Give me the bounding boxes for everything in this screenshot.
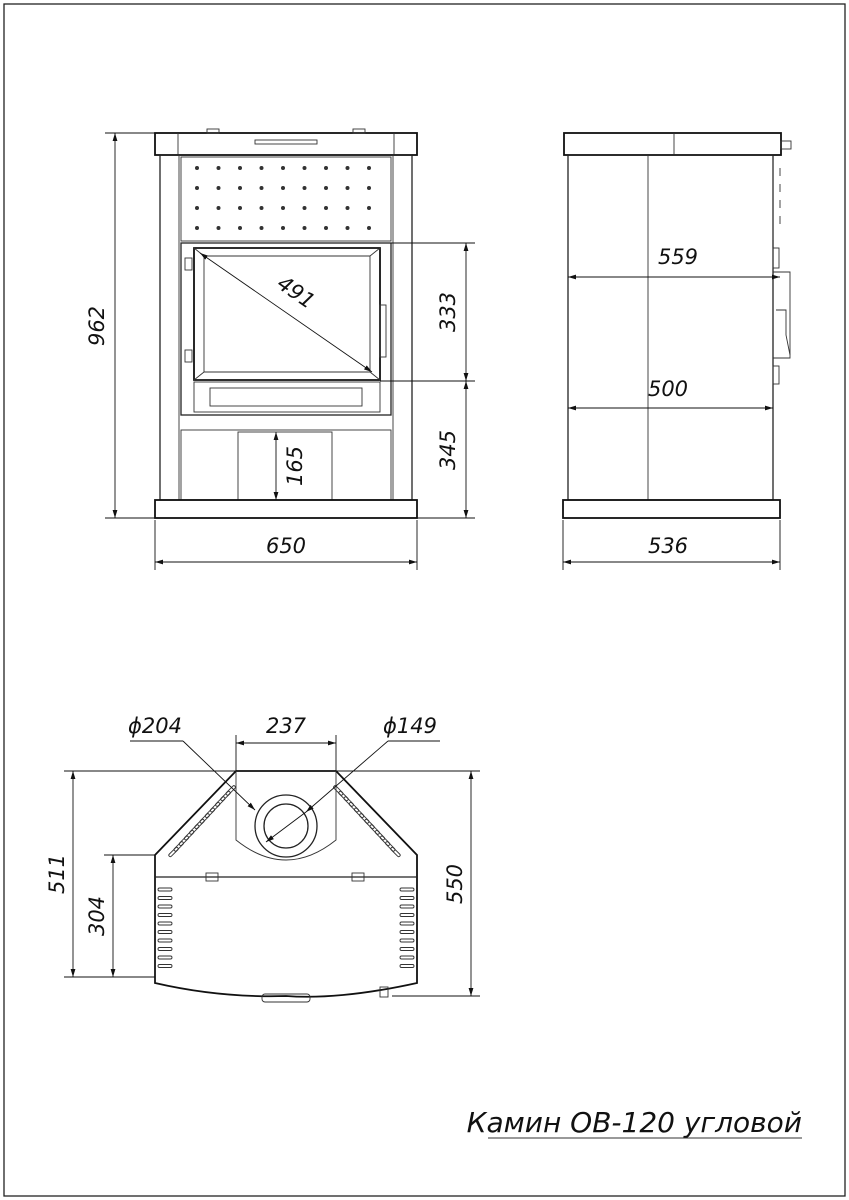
perforation-dot bbox=[238, 226, 242, 230]
perforation-dot bbox=[238, 166, 242, 170]
dim-side-top: 559 bbox=[657, 245, 699, 269]
perforation-dot bbox=[217, 206, 221, 210]
ash-drawer bbox=[194, 382, 380, 412]
dim-door-diagonal: 491 bbox=[272, 270, 320, 314]
vent-slot bbox=[158, 965, 172, 968]
side-top-cap bbox=[564, 133, 781, 155]
vent-slot bbox=[173, 841, 184, 852]
perforation-dot bbox=[324, 166, 328, 170]
perforation-dot bbox=[367, 226, 371, 230]
vent-slot bbox=[400, 956, 414, 959]
vent-slot bbox=[369, 824, 380, 835]
vent-slot bbox=[400, 965, 414, 968]
vent-slot bbox=[375, 830, 386, 841]
front-view bbox=[85, 129, 475, 570]
vent-slot bbox=[400, 939, 414, 942]
vent-slot bbox=[364, 819, 375, 830]
perforation-dot bbox=[195, 226, 199, 230]
perforation-dot bbox=[195, 206, 199, 210]
plan-view bbox=[45, 714, 480, 1002]
door-hinge-top bbox=[185, 258, 192, 270]
side-door-handle bbox=[776, 310, 790, 355]
dim-door-height: 333 bbox=[436, 291, 460, 333]
perforation-dot bbox=[346, 186, 350, 190]
vent-slot bbox=[380, 835, 391, 846]
perforated-panel bbox=[181, 157, 391, 241]
perforation-dot bbox=[281, 206, 285, 210]
perforation-dot bbox=[281, 166, 285, 170]
dim-flue-outer: ϕ204 bbox=[128, 714, 182, 738]
vent-slot bbox=[189, 824, 200, 835]
drawing-title: Камин ОВ-120 угловой bbox=[466, 1106, 802, 1139]
vent-slot bbox=[158, 931, 172, 934]
vent-slot bbox=[385, 841, 396, 852]
dim-flue-width: 237 bbox=[265, 714, 307, 738]
perforation-dot bbox=[260, 186, 264, 190]
front-base bbox=[155, 500, 417, 518]
vent-slot bbox=[158, 922, 172, 925]
vent-slot bbox=[168, 847, 179, 858]
perforation-dot bbox=[324, 186, 328, 190]
dim-plan-right: 550 bbox=[443, 863, 467, 905]
perforation-dot bbox=[346, 206, 350, 210]
vent-slot bbox=[158, 897, 172, 900]
dim-front-width: 650 bbox=[265, 534, 307, 558]
vent-slot bbox=[158, 914, 172, 917]
vent-slot bbox=[390, 847, 401, 858]
perforation-dot bbox=[324, 226, 328, 230]
perforation-dot bbox=[238, 186, 242, 190]
side-base bbox=[563, 500, 780, 518]
plan-outline bbox=[155, 771, 417, 997]
perforation-dot bbox=[303, 186, 307, 190]
perforation-dot bbox=[195, 166, 199, 170]
perforation-dot bbox=[217, 186, 221, 190]
dim-plan-depth: 511 bbox=[45, 853, 69, 895]
perforation-dot bbox=[281, 186, 285, 190]
vent-slot bbox=[400, 948, 414, 951]
vent-slot bbox=[400, 931, 414, 934]
flue-inner-circle bbox=[264, 804, 308, 848]
perforation-dot bbox=[217, 226, 221, 230]
vent-slot bbox=[210, 802, 221, 813]
vent-slot bbox=[199, 813, 210, 824]
perforation-dot bbox=[303, 206, 307, 210]
vent-slot bbox=[338, 791, 349, 802]
perforation-dot bbox=[303, 226, 307, 230]
perforation-dot bbox=[346, 166, 350, 170]
vent-slot bbox=[158, 905, 172, 908]
perforation-dot bbox=[367, 186, 371, 190]
vent-slot bbox=[359, 813, 370, 824]
perforation-dot bbox=[367, 166, 371, 170]
perforation-dot bbox=[367, 206, 371, 210]
side-body bbox=[568, 155, 773, 500]
vent-slot bbox=[184, 830, 195, 841]
door-hinge-bottom bbox=[185, 350, 192, 362]
vent-slot bbox=[158, 956, 172, 959]
vent-slot bbox=[158, 939, 172, 942]
perforation-dot bbox=[303, 166, 307, 170]
perforation-dot bbox=[195, 186, 199, 190]
vent-slot bbox=[349, 802, 360, 813]
dim-height-total: 962 bbox=[85, 305, 109, 347]
perforation-dot bbox=[346, 226, 350, 230]
perforation-dot bbox=[324, 206, 328, 210]
perforation-dot bbox=[260, 166, 264, 170]
dim-flue-inner: ϕ149 bbox=[383, 714, 437, 738]
vent-slot bbox=[343, 796, 354, 807]
dim-side-base: 536 bbox=[647, 534, 689, 558]
side-view bbox=[563, 133, 791, 570]
perforation-dot bbox=[238, 206, 242, 210]
vent-slot bbox=[400, 888, 414, 891]
door-frame bbox=[181, 243, 391, 415]
perforation-dot bbox=[260, 226, 264, 230]
side-vents bbox=[773, 160, 790, 384]
vent-slot bbox=[354, 807, 365, 818]
perforation-dot bbox=[260, 206, 264, 210]
vent-slot bbox=[158, 948, 172, 951]
perforation-dots bbox=[195, 166, 371, 230]
sheet-border bbox=[4, 4, 845, 1196]
dim-plan-side: 304 bbox=[85, 895, 109, 937]
dim-base-height: 345 bbox=[436, 429, 460, 471]
perforation-dot bbox=[217, 166, 221, 170]
vent-slot bbox=[205, 807, 216, 818]
vent-slot bbox=[400, 897, 414, 900]
vent-slot bbox=[158, 888, 172, 891]
perforation-dot bbox=[281, 226, 285, 230]
dim-niche-height: 165 bbox=[283, 445, 307, 487]
vent-slot bbox=[220, 791, 231, 802]
vent-slot bbox=[400, 914, 414, 917]
dim-side-mid: 500 bbox=[647, 377, 689, 401]
vent-slot bbox=[400, 922, 414, 925]
vent-slot bbox=[400, 905, 414, 908]
vent-slot bbox=[194, 819, 205, 830]
vent-slot bbox=[215, 796, 226, 807]
vent-slot bbox=[179, 835, 190, 846]
flue-collar bbox=[236, 771, 336, 860]
top-vent-slot bbox=[255, 140, 317, 144]
